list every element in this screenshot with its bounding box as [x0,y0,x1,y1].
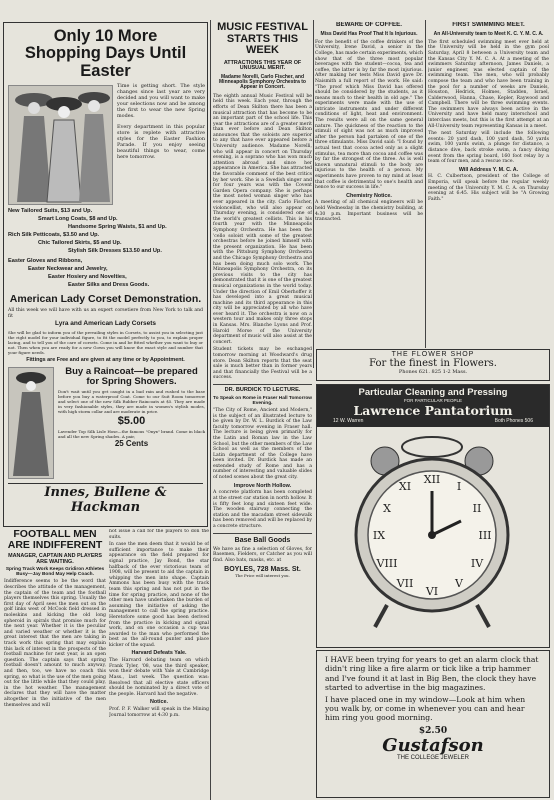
flower-phones: Phones 621. 825 1-2 Mass. [398,369,468,375]
baseball-body: We have as fine a selection of Gloves, for Basemen, Fielders, or Catcher as you will find. Also bats, masks, etc. at [213,546,312,564]
football-column [4,529,106,799]
coffee-sub: Miss David Has Proof That It Is Injurious. [320,30,418,37]
svg-text:III: III [478,529,492,542]
improve-headline: Improve North Hollow. [233,482,292,489]
price-line-1: New Tailored Suits, $13 and Up. [8,207,93,214]
price-line-5: Chic Tailored Skirts, $5 and Up. [38,239,122,246]
easter-headline: Only 10 More Shopping Days Until Easter [24,27,187,80]
fittings-note: Fittings are Free and are given at any time or by Appointment. [26,356,185,363]
football-headline: FOOTBALL MEN ARE INDIFFERENT [7,529,103,552]
svg-text:V: V [455,577,463,590]
raincoat-price: $5.00 [117,414,146,427]
pantatorium-ad [316,384,550,648]
column-rule-1 [210,20,211,800]
raincoat-body: Don't wait until you get caught in a bad rain and rushed to the base before you buy a waterproof Coat. Come to our Suit Room tomorrow and select one of the new Silk Rubber Raincoats at $5. They are made in very fashionable styles, they are made in women's stylish modes, with high storm collar and are moderate in price. [58,388,205,414]
price-line-2: Smart Long Coats, $8 and Up. [38,215,118,222]
swim-body-2: The next Saturday will include the following events: 20 yard dash, 100 yard dash, 50 yards swim, 100 yards swim, a plunge for distance, a distance dive, back stroke swim, a fancy diving event from the spring board, 160 foot relay by a team of four men, and a rescue race. [428,131,549,165]
svg-text:II: II [472,502,482,515]
raincoat-illustration [8,367,54,479]
pantatorium-line1b: FOR PARTICULAR PEOPLE [403,398,463,403]
svg-text:VIII: VIII [376,557,398,570]
svg-text:XI: XI [398,480,412,493]
harvard-body: The Harvard debating team on which Frank Tyler, '08, was the third speaker, won their debate with Yale at Cambridge Mass., last week. The question was: Resolved that all elective state officers should be nominated by a direct vote of the people. Harvard had the negative. [109,658,209,697]
svg-text:XII: XII [423,473,441,486]
price-line-6: Stylish Silk Dresses $13.50 and Up. [68,247,162,254]
price-line-7: Easter Gloves and Ribbons, [8,257,83,264]
corset-body: She will be glad to inform you of the prevailing styles in Corsets, to assist you in selecting just the right model for your individual figure, to fit the model perfectly to you, to explain proper lacing, and to tell you of the care of corsets. Come in and be fitted whether you want to buy or not. Then when you are ready for a new Gown you will know the exact style and number that your figure needs. [8,329,203,355]
football-body-1: Indifference seems to be the word that describes the attitude of the management, the captain of the team and the football players themselves this spring. Usually the first day of April sees the men out on the golf links west of McCook field dressed in moleskins and kicking the old long spheroid in spirals that promise much for the next year. Whether it is the peculiar and varied weather or whether it is the great interest that the men are taking in track work this spring that may explain this lack of interest in the prospects of the football machine for next year, is an open question. The captain says that spring football doesn't amount to much anyway, and then, too, we have no coach this spring, so what is the use of the men going out for the little while that they could play, in the hot weather. The management declares that they will have the matter altogether in the initiative of the men themselves and will [4,579,106,708]
svg-text:X: X [383,502,391,515]
notice-body: Prof. P. F. Walker will speak in the Mining Journal tomorrow at 4:30 p.m. [109,706,209,718]
boyles-name: BOYLES, 728 Mass. St. [224,565,301,573]
flower-slogan: For the finest in Flowers. [369,358,497,369]
football-body-3: In case the men deem that it would be of sufficient importance to make their appearance on the field prepared for signal practice, Jay Bond, the star halfback of the ever victorious team of 1908, will be present to aid the captain in whipping the men into shape. Captain Ammons has been busy with the track team this spring and has not put in the time for spring practice, and none of the other men have undertaken the burden of assuming the initiative of asking the management to call the spring practice. Heretofore some good has been derived from the practice in kicking and signal work, and on one occasion a cup was awarded to the man who performed the best as the all-round punter and place kicker of the squad. [109,542,209,648]
notice-headline: Notice. [150,699,168,706]
alarm-clock-illustration [317,427,548,633]
ymca-headline: Will Address Y. M. C. A. [458,166,519,173]
coffee-headline: BEWARE OF COFFEE. [335,22,402,28]
store-signature: Innes, Bullene & Hackman [8,483,203,515]
gustafson-tagline: THE COLLEGE JEWELER [396,754,470,761]
column-rule-2 [313,20,314,368]
improve-body: A concrete platform has been completed at the street car station in north hollow. It is fifty feet long and sixteen feet wide. The wooden stairway connecting the station and the macadam street sidewalk has been removed and will be replaced by a concrete structure. [213,490,312,529]
corset-headline: American Lady Corset Demonstration. [9,292,202,305]
svg-text:VII: VII [396,577,414,590]
lecture-body: "The City of Rome, Ancient and Modern," is the subject of an illustrated lecture to be given by Dr. W. L. Burdick of the Law faculty tomorrow evening in Fraser hall. The lecture is being given primarily for the Latin and Roman law in the Law School, but the other members of the Law School as well as the members of the Latin department of the College have been invited. Dr. Burdick has made an extended study of Rome and has a number of interesting and valuable slides of noted scenes about the great city. [213,407,312,481]
music-column [213,22,312,800]
raincoat-headline: Buy a Raincoat—be prepared for Spring Showers. [65,365,198,387]
swim-column [428,22,549,347]
svg-text:I: I [456,480,462,493]
music-headline: MUSIC FESTIVAL STARTS THIS WEEK [217,22,308,57]
harvard-headline: Harvard Defeats Yale. [131,650,187,657]
price-line-3: Handsome Spring Waists, $1 and Up. [68,223,167,230]
football-body-2: not issue a call for the players to don the suits. [109,529,209,540]
gustafson-copy-2: I have placed one in my window—Look at him when you walk by, or come in whenever you can and hear him ring you good morning. [325,694,526,723]
baseball-headline: Base Ball Goods [234,537,291,545]
price-line-4: Rich Silk Petticoats, $3.50 and Up. [8,231,100,238]
flower-title: THE FLOWER SHOP [391,351,475,358]
column-rule-3 [425,20,426,348]
price-line-9: Easter Hosiery and Novelties, [48,273,127,280]
price-line-8: Easter Neckwear and Jewelry, [28,265,108,272]
football-sub2: Spring Track Work Keeps Gridiron Athletes Busy—Jay Bond May Help Coach. [5,567,105,578]
easter-ad [3,22,208,527]
chem-headline: Chemistry Notice. [346,192,392,199]
hose-price: 25 Cents [114,439,149,449]
woman-raincoat-icon [9,368,53,478]
svg-text:IV: IV [470,557,484,570]
pantatorium-address: 12 W. Warren [333,418,364,424]
coffee-body: For the benefit of the coffee drinkers of the University, Irene David, a senior in the College, has made certain experiments, which show that of the three most popular beverages with the student—cocoa, tea and coffee, the latter is by far the most injurious. After making her tests Miss David gave Dr. Naismith a full report of the work. He said: "The proof which Miss David has offered should be considered by the students, as it means much to their health in old age." The experiments were made with the use of intricate instruments and under different conditions of light, heat and environment. The results were all on the same general nature. The quickness of the reaction to the stimuli of sight was not as much improved after the person had partaken of one of the three stimulants. Miss David said: "I found by actual test that cocoa acted only as a slight stimulus, tea more than cocoa and coffee was by far the strongest of the three. As is well known unnatural stimuli to the body are injurious to the health of a person. My experiments have proven to my mind at least that coffee is detrimental to one's health and hence to our success in life." [315,39,423,191]
football-column-2 [109,529,209,799]
pantatorium-phones: Both Phones 506 [494,418,533,424]
gustafson-name: Gustafson [382,734,484,756]
pantatorium-line1: Particular Cleaning and Pressing [358,387,508,398]
chem-body: A meeting of all chemical engineers will be held Wednesday in the chemistry building, at 4:30 p.m. Important business will be transacted. [315,200,423,223]
football-sub: MANAGER, CAPTAIN AND PLAYERS ARE WAITING. [8,553,102,565]
easter-intro-2: Every department in this popular store is replete with attractive styles for the Easter Fashion Parade. If you enjoy seeing beautiful things to wear, come here tomorrow. [117,123,205,160]
corset-text: All this week we will have with us an expert corsetiere from New York to talk and fit [8,307,203,319]
price-line-10: Easter Silks and Dress Goods. [68,281,150,288]
music-body-2: Student tickets may be exchanged tomorrow morning at Woodward's drug store. Dean Skilton reports that the seat sale is much better than in former years and that financially the Festival will be a success. [213,347,312,381]
swim-sub: An All-University team to Meet K. C. Y. M. C. A. [433,30,544,37]
coffee-column [315,22,423,347]
gustafson-price: $2.50 [418,725,448,736]
gustafson-copy: I HAVE been trying for years to get an alarm clock that didn't ring like a fire alarm or tick like a trip hammer and I've found it at last in Big Ben, the clock they have started to advertise in the big magazines. [325,655,539,693]
easter-intro: Time is getting short. The style changes since last year are very decided and you will want to make your selections now and be among the first to wear the new Spring modes. [117,82,205,120]
flower-shop-ad [316,349,550,381]
svg-text:VI: VI [425,585,439,598]
gustafson-ad [316,650,550,798]
music-sub2: Madame Norelli, Carlo Fischer, and Minneapolis Symphony Orchestra to Appear in Concert. [219,73,306,91]
swim-body: The first scheduled swimming meet ever held at the University will be held in the gym pool Saturday, April 8 between a University team and the Kansas City Y. M. C. A. At a meeting of the swimmers Saturday afternoon, James Daniels, a junior engineer, was elected captain of the swimming team. The men, who will probably compose the team and who have been training in the pool for a number of weeks are Daniels, Houston, Hedrick, Holmes, Stadden, Israel, Calderwood, Hanna, Chase, Kepler, Raywood and Campbell. There will be three swimming events. The swimmers have always been active in the University and have held many interschool and interclass meets, but this is the first attempt at an All-University team representing Kansas in a meet. [428,39,549,129]
lecture-sub: To Speak on Rome in Fraser Hall Tomorrow Evening. [213,395,312,406]
hose-text: Lavender Top Silk Lisle Hose—the famous "Onyx" brand. Come in black and all the new Spring shades. A pair, [58,429,205,440]
pantatorium-name: Lawrence Pantatorium [353,403,513,418]
fashion-illustration [8,85,113,205]
music-body: The eighth annual Music Festival will be held this week. Each year, through the efforts of Dean Skilton there has been a musical attraction that has become to be an important part of the school life. This year the attractions are of a greater merit than ever before and Dean Skilton announces that the soloists are superior to any that have ever appeared before a University audience. Madame Norelli, who will appear in concert on Thursday evening, is a soprano who has won much attention abroad and since her appearance in America. She has attracted the favorable comment of the best critics by her work. She is a Swedish singer and for four years was with the Covent Garden Opera company. She is perhaps the most noted woman singer who has ever appeared in the city. Carlo Fischer, violoncellist, who will also appear on Thursday evening, is considered one of the world's greatest cellists. This is his fourth year with the Minneapolis Symphony Orchestra. He has been the 'cello soloist with some of the greatest orchestras before he joined himself with the present organization. He has been with the Pittsburg Symphony Orchestra and the Chicago Symphony Orchestra and has been doing much solo work. The Minneapolis Symphony Orchestra, on its previous visits to the city has demonstrated that it is one of the greatest musical organizations in the world today. Under the direction of Emil Oberhoffer it has developed into a great musical machine and its third appearance in this city will be appreciated by all who have ever heard it. The orchestra is now on a western tour and makes only three stops in Kansas. Mrs. Blanche Lyons and Prof. Harold Morse of the University department of music will also assist at the concert. [213,93,312,345]
ymca-body: H. C. Culbertson, president of the College of Emporia, will speak before the regular weekly meeting of the University Y. M. C. A. on Thursday evening at 6:45. His subject will be "A Growing Faith." [428,174,549,202]
three-women-illustration [9,86,112,204]
boyles-sub: The Price will interest you. [235,572,290,578]
lecture-headline: DR. BURDICK TO LECTURE. [224,387,301,394]
svg-text:IX: IX [372,529,386,542]
music-sub: ATTRACTIONS THIS YEAR OF UNUSUAL MERIT. [223,59,302,72]
swim-headline: FIRST SWIMMING MEET. [452,22,525,28]
corset-subhead: Lyra and American Lady Corsets [54,320,157,328]
